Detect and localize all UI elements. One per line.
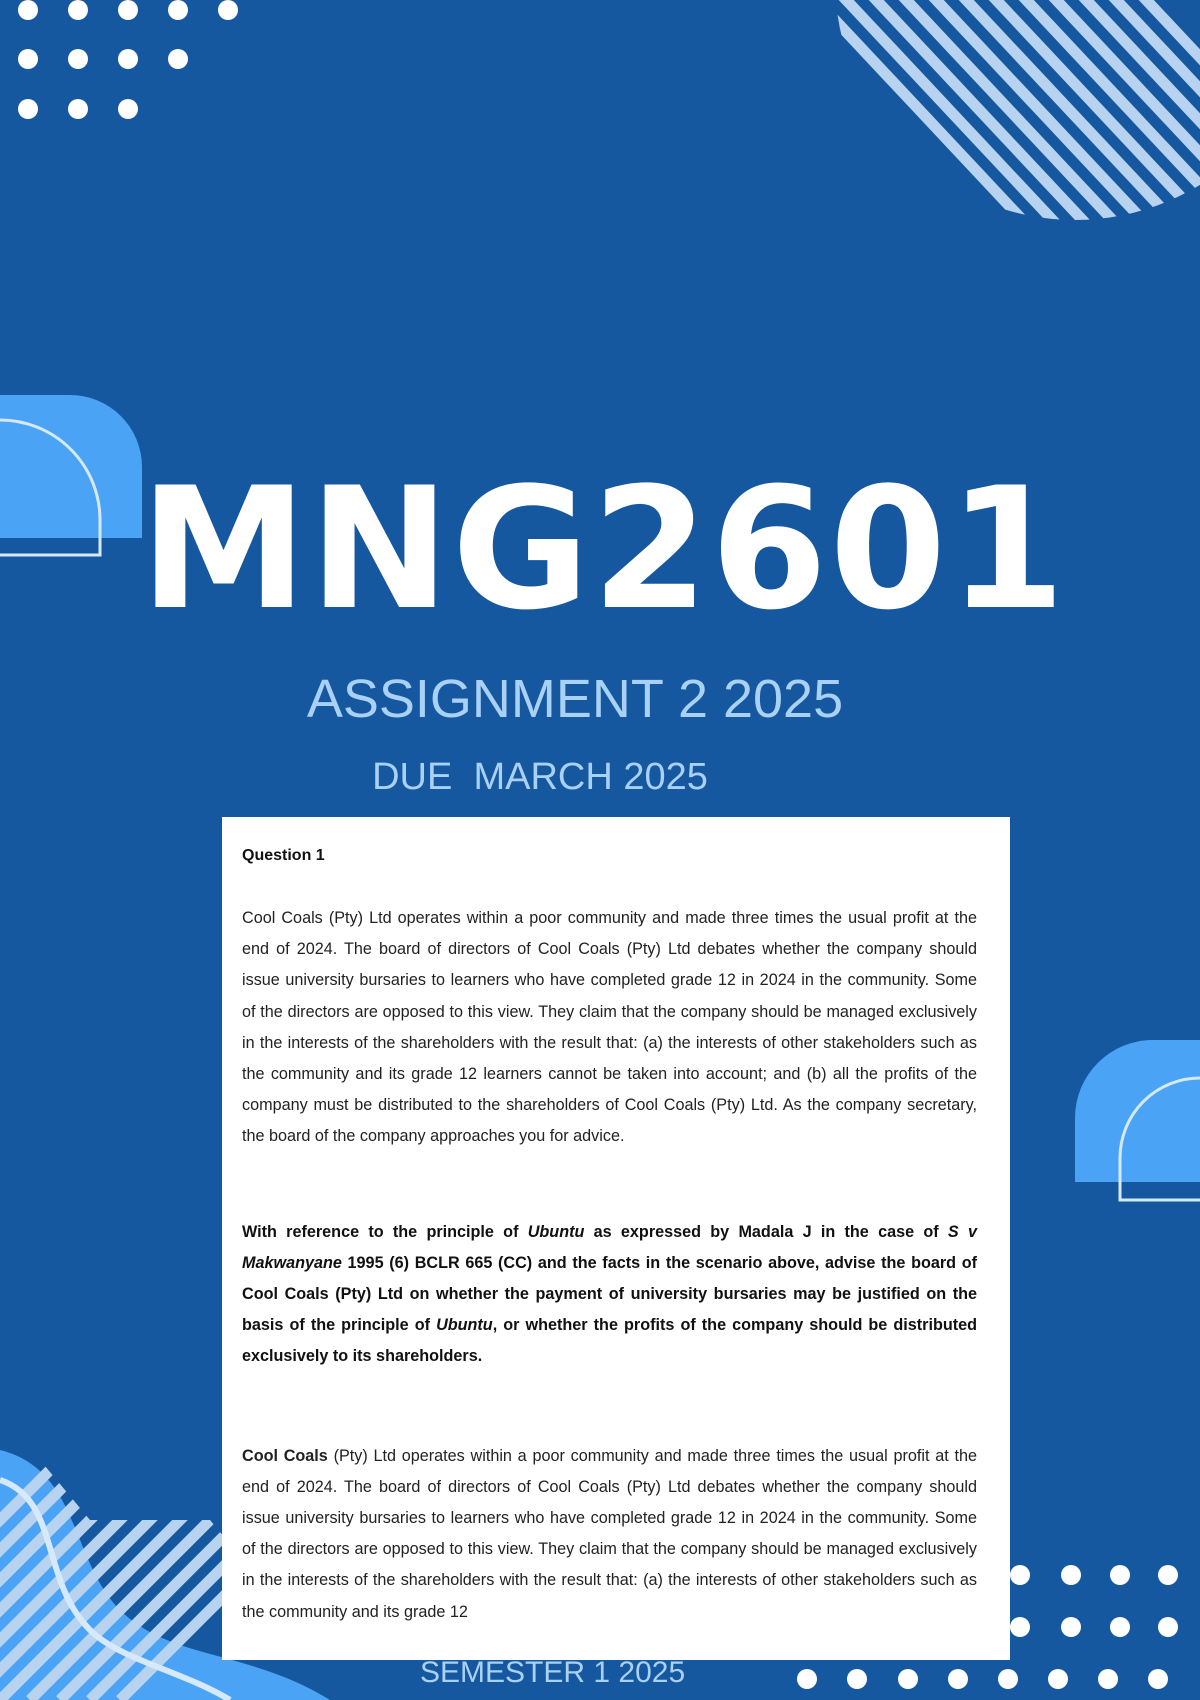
due-date: DUE MARCH 2025 [372,756,708,798]
question-document [222,817,1010,1660]
question-heading: Question 1 [242,847,325,864]
quarter-shape-left [0,395,145,565]
scenario-paragraph-repeat: Cool Coals (Pty) Ltd operates within a poor community and made three times the usual profit at the end of 2024. The board of directors of Cool Coals (Pty) Ltd debates whether the company should issue university bursaries to learners who have completed grade 12 in 2024 in the community. Some of the directors are opposed to this view. They claim that the company should be managed exclusively in the interests of the shareholders with the result that: (a) the interests of other stakeholders such as the community and its grade 12 [242,1446,977,1621]
striped-circle-top-right [820,0,1200,230]
assignment-subtitle: ASSIGNMENT 2 2025 [306,669,844,729]
semester-footer: SEMESTER 1 2025 [420,1656,686,1689]
scenario-paragraph: Cool Coals (Pty) Ltd operates within a poor community and made three times the usual profit at the end of 2024. The board of directors of Cool Coals (Pty) Ltd debates whether the company should issue university bursaries to learners who have completed grade 12 in 2024 in the community. Some of the directors are opposed to this view. They claim that the company should be managed exclusively in the interests of the shareholders with the result that: (a) the interests of other stakeholders such as the community and its grade 12 learners cannot be taken into account; and (b) all the profits of the company must be distributed to the shareholders of Cool Coals (Pty) Ltd. As the company secretary, the board of the company approaches you for advice. [242,909,977,1146]
question-prompt: With reference to the principle of Ubuntu as expressed by Madala J in the case of S v Makwanyane 1995 (6) BCLR 665 (CC) and the facts in the scenario above, advise the board of Cool Coals (Pty) Ltd on whether the payment of university bursaries may be justified on the basis of the principle of Ubuntu, or whether the profits of the company should be distributed exclusively to its shareholders. [242,1222,978,1366]
quarter-shape-right [1075,1040,1200,1205]
course-code-title: MNG2601 [140,451,1068,647]
